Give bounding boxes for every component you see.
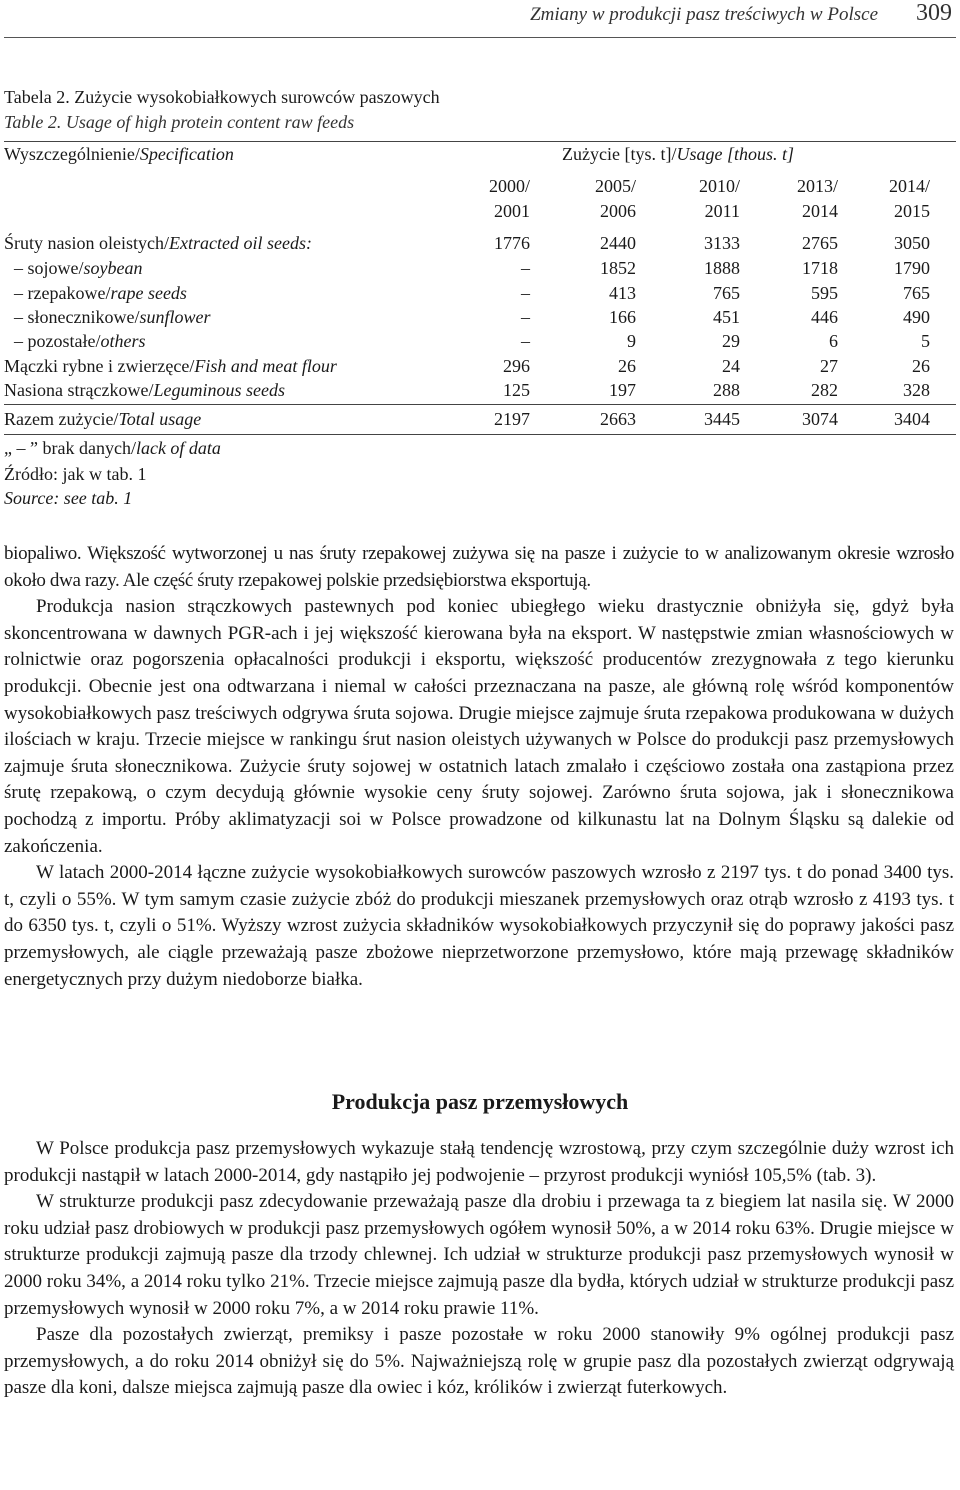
total-value: 3445 xyxy=(704,409,740,429)
row-label: Mączki rybne i zwierzęce/Fish and meat flour xyxy=(4,356,337,376)
total-value: 3404 xyxy=(894,409,930,429)
total-label: Razem zużycie/Total usage xyxy=(4,409,202,429)
row-value: 5 xyxy=(921,331,930,351)
row-value: 27 xyxy=(820,356,838,376)
table-total-rule xyxy=(4,404,956,405)
row-value: 125 xyxy=(503,380,530,400)
row-value: 6 xyxy=(829,331,838,351)
row-value: 29 xyxy=(722,331,740,351)
row-value: 413 xyxy=(609,283,636,303)
paragraph: W strukturze produkcji pasz zdecydowanie przeważają pasze dla drobiu i przewaga ta z biegiem lat nasila się. W 2000 roku udział pasz drobiowych w produkcji pasz przemysłowych ogółem wynosił 50%, a w 2014 roku 63%. Drugie miejsce w strukturze produkcji zajmują pasze dla trzody chlewnej. Ich udział w strukturze produkcji pasz przemysłowych wynosił w 2000 roku 34%, a 2014 roku tylko 21%. Trzecie miejsce zajmują pasze dla bydła, których udział w strukturze produkcji pasz przemysłowych wynosił w 2000 roku 7%, a w 2014 roku prawie 11%. xyxy=(4,1191,954,1319)
row-value: – xyxy=(521,258,530,278)
row-value: – xyxy=(521,307,530,327)
running-header xyxy=(0,0,960,36)
row-value: 26 xyxy=(618,356,636,376)
row-value: 1790 xyxy=(894,258,930,278)
row-value: 1888 xyxy=(704,258,740,278)
row-value: 2440 xyxy=(600,233,636,253)
year-bottom: 2001 xyxy=(494,201,530,221)
table-caption-en: Table 2. Usage of high protein content raw feeds xyxy=(4,112,355,132)
row-value: 288 xyxy=(713,380,740,400)
paragraph: Pasze dla pozostałych zwierząt, premiksy i pasze pozostałe w roku 2000 stanowiły 9% ogólnej produkcji pasz przemysłowych, a do roku 2014 obniżył się do 5%. Najważniejszą rolę w grupie pasz dla pozostałych zwierząt odgrywają pasze dla koni, dalsze miejsca zajmują pasze dla owiec i kóz, królików i zwierząt futerkowych. xyxy=(4,1324,954,1399)
body-text-bottom xyxy=(4,1136,954,1402)
year-top: 2010/ xyxy=(698,176,740,196)
page-number: 309 xyxy=(916,0,952,26)
row-value: 490 xyxy=(903,307,930,327)
row-value: 446 xyxy=(811,307,838,327)
year-top: 2014/ xyxy=(888,176,930,196)
row-value: 26 xyxy=(912,356,930,376)
total-value: 3074 xyxy=(802,409,838,429)
paragraph: W latach 2000-2014 łączne zużycie wysokobiałkowych surowców paszowych wzrosło z 2197 tys. t do ponad 3400 tys. t, czyli o 55%. W tym samym czasie zużycie zbóż do produkcji mieszanek przemysłowych oraz otrąb wzrosło z 4193 tys. t do 6350 tys. t, czyli o 51%. Wyższy wzrost zużycia składników wysokobiałkowych przyczynił się do poprawy jakości pasz przemysłowych, ale ciągle przeważają pasze zbożowe nieprzetworzone przemysłowo, które mają przewagę składników energetycznych przy dużym niedoborze białka. xyxy=(4,862,954,990)
year-top: 2000/ xyxy=(488,176,530,196)
row-value: 3133 xyxy=(704,233,740,253)
row-value: – xyxy=(521,283,530,303)
row-value: 166 xyxy=(609,307,636,327)
row-value: – xyxy=(521,331,530,351)
row-value: 1776 xyxy=(494,233,530,253)
year-bottom: 2011 xyxy=(704,201,740,221)
table-source-pl: Źródło: jak w tab. 1 xyxy=(4,464,147,484)
row-value: 1852 xyxy=(600,258,636,278)
row-value: 296 xyxy=(503,356,530,376)
section-title: Produkcja pasz przemysłowych xyxy=(331,1089,629,1114)
row-label: – słonecznikowe/sunflower xyxy=(14,307,211,327)
row-label: – pozostałe/others xyxy=(14,331,146,351)
paragraph: Produkcja nasion strączkowych pastewnych pod koniec ubiegłego wieku drastycznie obniżyła się, gdyż była skoncentrowana w dawnych PGR-ach i jej większość kierowana była na eksport. W następstwie zmian własnościowych w rolnictwie oraz pogorszenia opłacalności produkcji i eksportu, większość producentów zrezygnowała z tego kierunku produkcji. Obecnie jest ona odtwarzana i niemal w całości przeznaczana na pasze, ale główną rolę wśród komponentów wysokobiałkowych pasz treściwych odgrywa śruta sojowa. Drugie miejsce zajmuje śruta rzepakowa produkowana w dużych ilościach w kraju. Trzecie miejsce w rankingu śrut nasion oleistych używanych w Polsce do produkcji pasz przemysłowych zajmuje śruta słonecznikowa. Zużycie śruty sojowej w ostatnich latach zmalało i częściowo została ona zastąpiona przez śrutę rzepakową, o czym decydują głównie wysokie ceny śruty sojowej. Zarówno śruta sojowa, jak i słonecznikowa pochodzą z importu. Próby aklimatyzacji soi w Polsce prowadzone od kilkunastu lat na Dolnym Śląsku są dalekie od zakończenia. xyxy=(4,596,954,857)
table-note-missing: „ – ” brak danych/lack of data xyxy=(4,438,221,458)
year-top: 2013/ xyxy=(796,176,838,196)
header-rule xyxy=(4,37,956,38)
running-title: Zmiany w produkcji pasz treściwych w Polsce xyxy=(530,4,878,25)
year-bottom: 2015 xyxy=(894,201,930,221)
total-value: 2197 xyxy=(494,409,530,429)
row-label: Nasiona strączkowe/Leguminous seeds xyxy=(4,380,285,400)
row-value: 2765 xyxy=(802,233,838,253)
row-value: 282 xyxy=(811,380,838,400)
row-value: 328 xyxy=(903,380,930,400)
row-value: 3050 xyxy=(894,233,930,253)
total-value: 2663 xyxy=(600,409,636,429)
paragraph: W Polsce produkcja pasz przemysłowych wykazuje stałą tendencję wzrostową, przy czym szczególnie duży wzrost ich produkcji nastąpił w latach 2000-2014, gdy nastąpiło jej podwojenie – przyrost produkcji wyniósł 105,5% (tab. 3). xyxy=(4,1138,954,1186)
table-caption-pl: Tabela 2. Zużycie wysokobiałkowych surowców paszowych xyxy=(4,87,440,107)
row-value: 765 xyxy=(713,283,740,303)
body-text-top xyxy=(4,541,954,993)
row-value: 595 xyxy=(811,283,838,303)
year-bottom: 2006 xyxy=(600,201,636,221)
year-bottom: 2014 xyxy=(802,201,838,221)
table-top-rule xyxy=(4,141,956,142)
row-value: 9 xyxy=(627,331,636,351)
paragraph: biopaliwo. Większość wytworzonej u nas śruty rzepakowej zużywa się na pasze i zużycie to w analizowanym okresie wzrosło około dwa razy. Ale część śruty rzepakowej polskie przedsiębiorstwa eksportują. xyxy=(4,543,954,591)
year-top: 2005/ xyxy=(594,176,636,196)
row-value: 765 xyxy=(903,283,930,303)
table-bottom-rule xyxy=(4,434,956,435)
row-value: 197 xyxy=(609,380,636,400)
spec-header: Wyszczególnienie/Specification xyxy=(4,144,234,164)
row-value: 451 xyxy=(713,307,740,327)
row-label: – sojowe/soybean xyxy=(14,258,143,278)
row-label: Śruty nasion oleistych/Extracted oil seeds: xyxy=(4,233,312,253)
usage-header: Zużycie [tys. t]/Usage [thous. t] xyxy=(562,144,794,164)
row-value: 24 xyxy=(722,356,740,376)
table-source-en: Source: see tab. 1 xyxy=(4,488,133,508)
row-value: 1718 xyxy=(802,258,838,278)
row-label: – rzepakowe/rape seeds xyxy=(14,283,187,303)
